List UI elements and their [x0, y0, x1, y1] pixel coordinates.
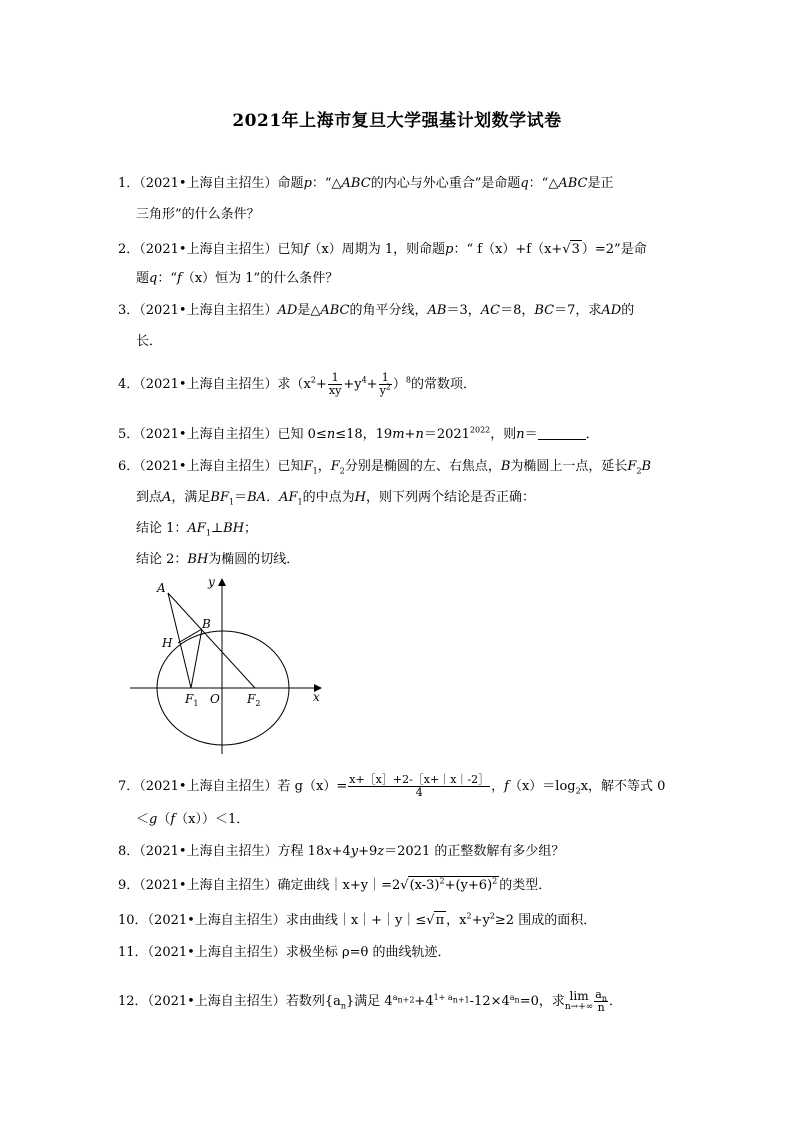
sqrt-symbol: √ [400, 878, 409, 893]
question-number: 2． [118, 242, 140, 257]
fraction: $\frac{x+[x]+2-[x+|x|-2]}{4}$ [349, 773, 490, 799]
question-10: 10．（2021•上海自主招生）求由曲线｜x｜+｜y｜≤√π ，$x^2+y^2\ge 2$ 围成的面积． [118, 911, 597, 928]
question-source: （2021•上海自主招生） [139, 303, 278, 318]
segment-a-f2 [168, 593, 255, 688]
question-source: （2021•上海自主招生） [139, 427, 278, 442]
label-y: y [208, 575, 215, 589]
ellipse-figure [130, 570, 330, 755]
conclusion-2: 结论 2：BH为椭圆的切线． [136, 552, 300, 567]
label-x: x [313, 690, 320, 704]
segment-b-h [178, 629, 202, 643]
page-title: 2021年上海市复旦大学强基计划数学试卷 [232, 111, 562, 131]
y-axis-arrow [218, 578, 226, 586]
question-source: （2021•上海自主招生） [139, 779, 278, 794]
question-source: （2021•上海自主招生） [139, 377, 278, 392]
answer-blank [538, 427, 586, 440]
label-f1: $F_1$ [185, 692, 199, 708]
fraction: $\frac{1}{xy}$ [328, 371, 342, 397]
question-number: 4． [118, 377, 140, 392]
sqrt-symbol: √ [426, 913, 435, 928]
question-12: 12．（2021•上海自主招生）若数列$\{a_n\}$满足 $4^{a_{n+2}}+4^{1+ a_{n+1}}-12\times 4^{a_n}=0$，求 lim n→+∞ $\frac{a_n}{n}$ ． [118, 988, 622, 1014]
question-1: 1．（2021•上海自主招生）命题p：“△ABC的内心与外心重合”是命题q：“△ABC是正 [118, 176, 614, 191]
label-b: B [202, 617, 211, 631]
label-o: O [210, 692, 220, 706]
question-number: 9． [118, 878, 140, 893]
question-2-continued: 题q：“f（x）恒为 1”的什么条件？ [136, 271, 339, 286]
label-a: A [157, 581, 166, 595]
question-6: 6．（2021•上海自主招生）已知$F_1$，$F_2$分别是椭圆的左、右焦点，B为椭圆上一点，延长$F_2B$ [118, 459, 652, 476]
question-source: （2021•上海自主招生） [139, 242, 278, 257]
question-source: （2021•上海自主招生） [139, 459, 278, 474]
label-f2: $F_2$ [247, 692, 261, 708]
question-8: 8．（2021•上海自主招生）方程 18x+4y+9z＝2021 的正整数解有多少组？ [118, 844, 565, 859]
question-number: 10． [118, 913, 148, 928]
question-number: 1． [118, 176, 140, 191]
question-number: 8． [118, 844, 140, 859]
question-11: 11．（2021•上海自主招生）求极坐标 ρ=θ 的曲线轨迹． [118, 945, 451, 960]
question-number: 11． [118, 945, 148, 960]
question-number: 7． [118, 779, 140, 794]
question-3-continued: 长． [136, 334, 163, 349]
question-source: （2021•上海自主招生） [147, 945, 286, 960]
question-number: 3． [118, 303, 140, 318]
question-number: 12． [118, 994, 148, 1009]
question-number: 5． [118, 427, 140, 442]
conclusion-1: 结论 1：$AF_1\perp BH$； [136, 521, 258, 538]
radicand: $(x-3)^2+(y+6)^2$ [409, 876, 498, 893]
segment-b-f1 [191, 629, 202, 688]
question-7: 7．（2021•上海自主招生）若 g（x）= $\frac{x+[x]+2-[x+|x|-2]}{4}$ ，$f(x)=\log_2x$，解不等式 0 [118, 773, 666, 799]
question-source: （2021•上海自主招生） [139, 878, 278, 893]
fraction: $\frac{1}{y^2}$ [379, 371, 391, 397]
question-6-continued: 到点A，满足$BF_1=BA$．$AF_1$的中点为H，则下列两个结论是否正确： [136, 490, 535, 507]
limit: lim n→+∞ [564, 988, 594, 1012]
question-3: 3．（2021•上海自主招生）AD是△ABC的角平分线，AB＝3，AC＝8，BC＝7，求AD的 [118, 303, 635, 318]
question-2: 2．（2021•上海自主招生）已知f（x）周期为 1，则命题p：“ f（x）+f（x+√3 ）=2”是命 [118, 242, 647, 257]
fraction: $\frac{a_n}{n}$ [595, 988, 607, 1014]
question-source: （2021•上海自主招生） [147, 913, 286, 928]
question-4: 4．（2021•上海自主招生）求（$x^2+$ $\frac{1}{xy}$ $+y^4+$ $\frac{1}{y^2}$ ）$^8$的常数项． [118, 371, 476, 397]
question-1-continued: 三角形”的什么条件？ [136, 207, 260, 222]
sqrt-symbol: √ [562, 242, 571, 257]
question-source: （2021•上海自主招生） [139, 176, 278, 191]
label-h: H [162, 636, 173, 650]
question-source: （2021•上海自主招生） [139, 844, 278, 859]
question-number: 6． [118, 459, 140, 474]
question-source: （2021•上海自主招生） [147, 994, 286, 1009]
question-7-continued: ＜g（f（x））＜1． [136, 812, 250, 827]
question-9: 9．（2021•上海自主招生）确定曲线$|x+y|=2√(x-3)^2+(y+6)^2$ 的类型． [118, 876, 552, 893]
question-5: 5．（2021•上海自主招生）已知 0≤n≤18，$19m+n=2021^{2022}$，则n＝ ． [118, 425, 599, 442]
